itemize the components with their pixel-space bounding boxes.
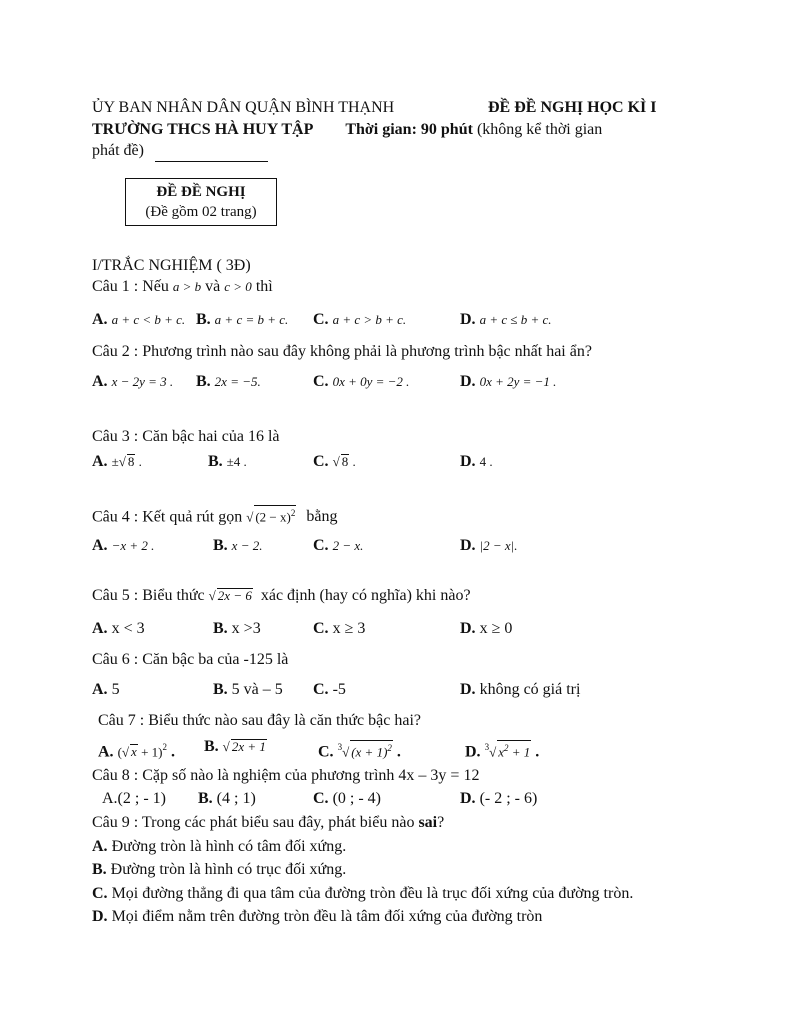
q8-option-a[interactable]: A.(2 ; - 1) [102,790,166,807]
q9-option-c[interactable]: C. Mọi đường thẳng đi qua tâm của đường tròn đều là trục đối xứng của đường tròn. [92,885,634,902]
q5-option-a[interactable]: A. x < 3 [92,620,145,637]
header-time-note: (không kể thời gian [472,121,603,138]
q6-option-b[interactable]: B. 5 và – 5 [213,681,283,698]
q1-option-a[interactable]: A. a + c < b + c. [92,311,186,328]
q2-option-b[interactable]: B. 2x = −5. [196,373,261,390]
q2-option-a[interactable]: A. x − 2y = 3 . [92,373,174,390]
q7-option-d[interactable]: D. $^3$√ $x^2 + 1$ . [465,742,540,761]
q3-option-b[interactable]: B. ±4 . [208,453,247,470]
box-title: ĐỀ ĐỀ NGHỊ [156,184,246,200]
q1-option-b[interactable]: B. a + c = b + c. [196,311,289,328]
q1-stem: Câu 1 : Nếu a > b và c > 0 thì [92,278,273,295]
q6-option-d[interactable]: D. không có giá trị [460,681,581,698]
q7-option-b[interactable]: B. √ 2x + 1 [204,738,266,755]
q8-option-d[interactable]: D. (- 2 ; - 6) [460,790,538,807]
header-school-line [92,120,602,140]
header-time: Thời gian: 90 phút [345,121,473,138]
q9-option-a[interactable]: A. Đường tròn là hình có tâm đối xứng. [92,838,347,855]
header-divider [155,161,268,162]
q4-option-d[interactable]: D. |2 − x|. [460,537,518,554]
q6-option-a[interactable]: A. 5 [92,681,120,698]
q2-option-c[interactable]: C. 0x + 0y = −2 . [313,373,410,390]
header-line3: phát đề) [92,142,144,159]
q1-option-d[interactable]: D. a + c ≤ b + c. [460,311,552,328]
q6-stem: Câu 6 : Căn bậc ba của -125 là [92,651,289,668]
q9-option-d[interactable]: D. Mọi điểm nằm trên đường tròn đều là tâm đối xứng của đường tròn [92,908,543,925]
q7-stem: Câu 7 : Biểu thức nào sau đây là căn thức bậc hai? [98,712,422,729]
q9-stem: Câu 9 : Trong các phát biểu sau đây, phát biểu nào sai? [92,814,445,831]
q9-option-b[interactable]: B. Đường tròn là hình có trục đối xứng. [92,861,347,878]
header-school: TRƯỜNG THCS HÀ HUY TẬP [92,121,314,138]
q5-option-d[interactable]: D. x ≥ 0 [460,620,513,637]
header-authority: ỦY BAN NHÂN DÂN QUẬN BÌNH THẠNH [92,99,395,116]
q4-stem: Câu 4 : Kết quả rút gọn √ $(2 - x)^2$ bằng [92,505,337,527]
q7-option-a[interactable]: A. (√ x + 1)$^2$ . [98,742,175,761]
q8-stem: Câu 8 : Cặp số nào là nghiệm của phương trình 4x – 3y = 12 [92,767,480,784]
q4-option-b[interactable]: B. x − 2. [213,537,263,554]
exam-box [125,178,277,226]
q5-option-b[interactable]: B. x >3 [213,620,261,637]
q3-stem: Câu 3 : Căn bậc hai của 16 là [92,428,280,445]
q2-stem: Câu 2 : Phương trình nào sau đây không phải là phương trình bậc nhất hai ẩn? [92,343,592,360]
q5-option-c[interactable]: C. x ≥ 3 [313,620,366,637]
q6-option-c[interactable]: C. -5 [313,681,346,698]
q8-option-b[interactable]: B. (4 ; 1) [198,790,256,807]
q4-option-a[interactable]: A. −x + 2 . [92,537,155,554]
q7-option-c[interactable]: C. $^3$√ $(x + 1)^2$ . [318,742,401,761]
q3-option-c[interactable]: C. √ 8 . [313,453,356,470]
q3-option-d[interactable]: D. 4 . [460,453,493,470]
box-subtitle: (Đề gồm 02 trang) [145,204,257,220]
q1-option-c[interactable]: C. a + c > b + c. [313,311,407,328]
q3-option-a[interactable]: A. ±√ 8 . [92,453,142,470]
q2-option-d[interactable]: D. 0x + 2y = −1 . [460,373,557,390]
q4-option-c[interactable]: C. 2 − x. [313,537,364,554]
q5-stem: Câu 5 : Biểu thức √ 2x − 6 xác định (hay có nghĩa) khi nào? [92,587,471,604]
section-title: I/TRẮC NGHIỆM ( 3Đ) [92,257,251,274]
q8-option-c[interactable]: C. (0 ; - 4) [313,790,381,807]
header-exam-title: ĐỀ ĐỀ NGHỊ HỌC KÌ I [488,99,657,116]
